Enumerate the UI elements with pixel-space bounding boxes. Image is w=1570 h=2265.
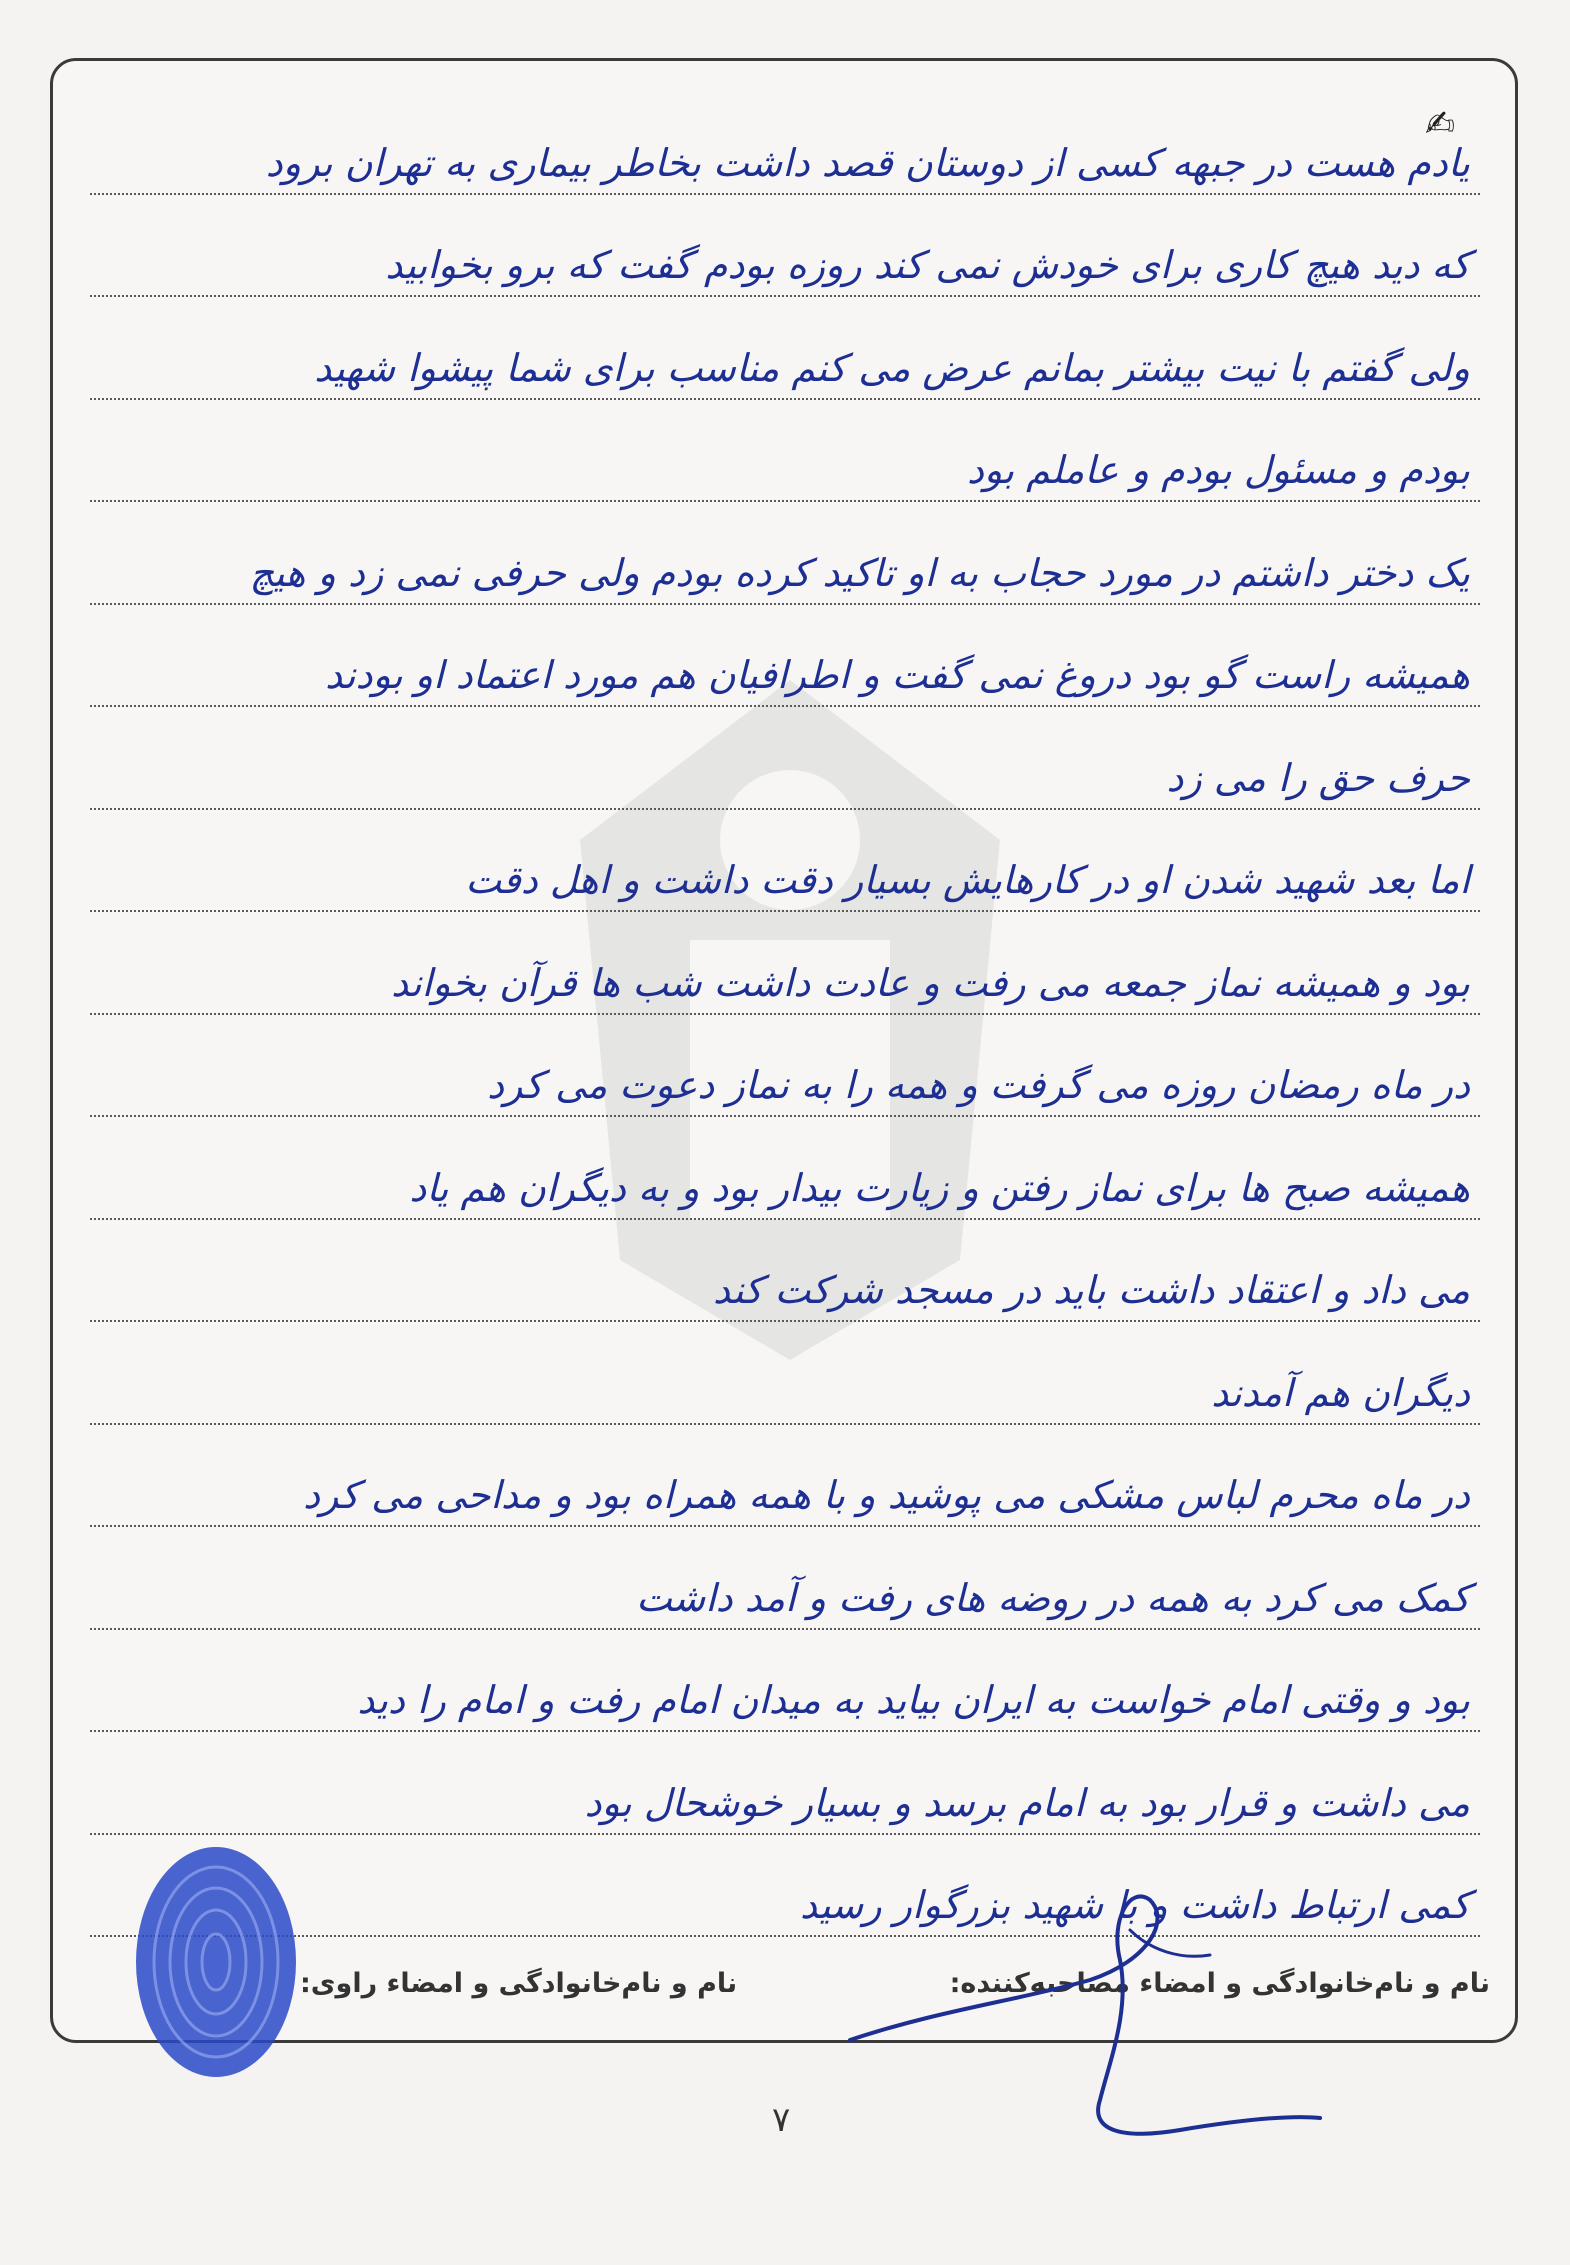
- handwritten-line: در ماه رمضان روزه می گرفت و همه را به نماز دعوت می کرد: [487, 1063, 1470, 1107]
- handwritten-line: بود و همیشه نماز جمعه می رفت و عادت داشت شب ها قرآن بخواند: [391, 960, 1470, 1005]
- handwritten-line: همیشه راست گو بود دروغ نمی گفت و اطرافیان هم مورد اعتماد او بودند: [325, 653, 1470, 697]
- pen-icon: ✍: [1425, 104, 1456, 145]
- ruled-line: [90, 1117, 1480, 1220]
- ruled-line: [90, 605, 1480, 708]
- handwritten-text-area: [90, 92, 1480, 1937]
- interviewer-signature-label: نام و نام‌خانوادگی و امضاء مصاحبه‌کننده:: [949, 1968, 1490, 1999]
- handwritten-line: یادم هست در جبهه کسی از دوستان قصد داشت بخاطر بیماری به تهران برود: [265, 140, 1470, 185]
- ruled-line: [90, 400, 1480, 503]
- ruled-line: [90, 1732, 1480, 1835]
- ruled-line: [90, 502, 1480, 605]
- handwritten-line: کمی ارتباط داشت و با شهید بزرگوار رسید: [800, 1883, 1470, 1927]
- handwritten-line: همیشه صبح ها برای نماز رفتن و زیارت بیدار بود و به دیگران هم یاد: [409, 1165, 1470, 1210]
- ruled-line: [90, 297, 1480, 400]
- handwritten-line: دیگران هم آمدند: [1211, 1370, 1470, 1415]
- ruled-line: [90, 810, 1480, 913]
- handwritten-line: که دید هیچ کاری برای خودش نمی کند روزه بودم گفت که برو بخوابید: [385, 243, 1470, 287]
- ruled-line: [90, 707, 1480, 810]
- handwritten-line: در ماه محرم لباس مشکی می پوشید و با همه همراه بود و مداحی می کرد: [303, 1473, 1470, 1517]
- ruled-line: [90, 1425, 1480, 1528]
- handwritten-line: بود و وقتی امام خواست به ایران بیاید به میدان امام رفت و امام را دید: [357, 1678, 1470, 1722]
- handwritten-line: ولی گفتم با نیت بیشتر بمانم عرض می کنم مناسب برای شما پیشوا شهید: [314, 345, 1470, 390]
- ruled-line: [90, 1015, 1480, 1118]
- ruled-line: [90, 1322, 1480, 1425]
- handwritten-line: می داشت و قرار بود به امام برسد و بسیار خوشحال بود: [584, 1780, 1470, 1825]
- ruled-line: [90, 195, 1480, 298]
- ruled-line: [90, 1630, 1480, 1733]
- handwritten-line: بودم و مسئول بودم و عاملم بود: [966, 448, 1470, 492]
- ruled-line: [90, 92, 1480, 195]
- handwritten-line: کمک می کرد به همه در روضه های رفت و آمد داشت: [636, 1575, 1470, 1620]
- fingerprint-icon: [128, 1840, 303, 2085]
- handwritten-line: می داد و اعتقاد داشت باید در مسجد شرکت کند: [713, 1268, 1470, 1312]
- narrator-signature-label: نام و نام‌خانوادگی و امضاء راوی:: [300, 1968, 738, 1999]
- ruled-line: [90, 912, 1480, 1015]
- handwritten-line: یک دختر داشتم در مورد حجاب به او تاکید کرده بودم ولی حرفی نمی زد و هیچ: [249, 550, 1470, 595]
- page-number: ۷: [772, 2100, 791, 2140]
- handwritten-line: اما بعد شهید شدن او در کارهایش بسیار دقت داشت و اهل دقت: [465, 858, 1470, 902]
- signature-icon: [820, 1860, 1360, 2160]
- ruled-line: [90, 1527, 1480, 1630]
- ruled-line: [90, 1220, 1480, 1323]
- handwritten-line: حرف حق را می زد: [1166, 755, 1470, 800]
